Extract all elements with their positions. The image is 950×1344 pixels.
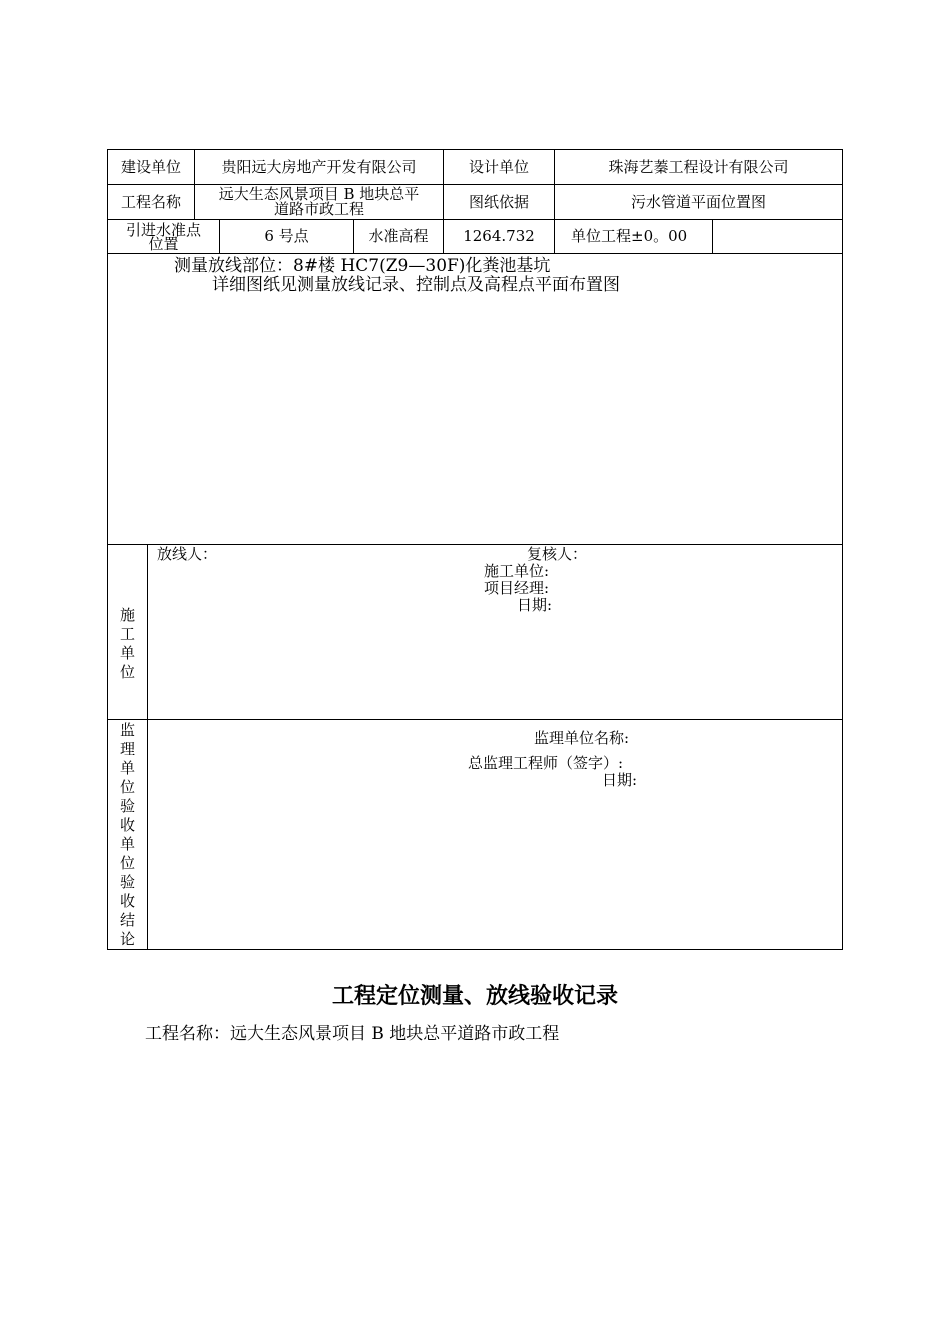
side-char: 工 bbox=[119, 625, 135, 643]
benchmark-point: 6 号点 bbox=[264, 227, 309, 245]
unit-zero-elevation: 单位工程±0。00 bbox=[571, 227, 688, 245]
elevation-value: 1264.732 bbox=[463, 227, 535, 245]
table-border-bottom bbox=[107, 949, 843, 950]
project-name-line2: 道路市政工程 bbox=[273, 200, 364, 218]
side-char: 收 bbox=[119, 816, 135, 834]
construction-unit-label: 施工单位: bbox=[484, 562, 550, 580]
col-divider bbox=[147, 544, 148, 950]
side-char: 位 bbox=[119, 854, 135, 872]
build-unit-label: 建设单位 bbox=[120, 157, 181, 176]
project-name-label: 工程名称 bbox=[120, 192, 181, 211]
design-unit-value: 珠海艺蓁工程设计有限公司 bbox=[608, 157, 789, 176]
project-name-line: 工程名称：远大生态风景项目 B 地块总平道路市政工程 bbox=[145, 1024, 560, 1044]
side-char: 理 bbox=[119, 740, 135, 758]
row-divider bbox=[107, 253, 843, 254]
project-name-line1: 远大生态风景项目 B 地块总平 bbox=[218, 185, 420, 203]
table-border-right bbox=[842, 149, 843, 950]
side-char: 单 bbox=[119, 644, 135, 662]
survey-drawing-note: 详细图纸见测量放线记录、控制点及高程点平面布置图 bbox=[212, 275, 620, 295]
side-char: 施 bbox=[119, 606, 135, 624]
construction-unit-side-label bbox=[108, 606, 147, 682]
build-unit-value: 贵阳远大房地产开发有限公司 bbox=[221, 157, 417, 176]
side-char: 位 bbox=[119, 778, 135, 796]
side-char: 单 bbox=[119, 759, 135, 777]
layout-person-label: 放线人： bbox=[157, 545, 218, 563]
supervision-date-label: 日期: bbox=[602, 771, 638, 789]
benchmark-label-line2: 位置 bbox=[148, 234, 179, 253]
document-title: 工程定位测量、放线验收记录 bbox=[331, 983, 618, 1009]
side-char: 验 bbox=[119, 797, 135, 815]
side-char: 收 bbox=[119, 892, 135, 910]
side-char: 论 bbox=[119, 930, 135, 948]
supervision-unit-name-label: 监理单位名称: bbox=[534, 729, 630, 747]
row-divider bbox=[107, 544, 843, 545]
drawing-basis-value: 污水管道平面位置图 bbox=[630, 192, 766, 211]
project-manager-label: 项目经理: bbox=[484, 579, 550, 597]
design-unit-label: 设计单位 bbox=[468, 157, 529, 176]
row-divider bbox=[107, 719, 843, 720]
benchmark-label-line1: 引进水准点 bbox=[125, 220, 201, 239]
supervision-side-label bbox=[108, 721, 147, 949]
side-char: 位 bbox=[119, 663, 135, 681]
side-char: 监 bbox=[119, 721, 135, 739]
drawing-basis-label: 图纸依据 bbox=[468, 192, 529, 211]
side-char: 验 bbox=[119, 873, 135, 891]
benchmark-position-label bbox=[108, 220, 219, 253]
elevation-label: 水准高程 bbox=[368, 227, 429, 245]
blank-cell bbox=[713, 220, 842, 253]
construction-date-label: 日期: bbox=[517, 596, 553, 614]
side-char: 结 bbox=[119, 911, 135, 929]
reviewer-label: 复核人： bbox=[527, 545, 588, 563]
project-name-value bbox=[195, 185, 443, 219]
side-char: 单 bbox=[119, 835, 135, 853]
survey-location: 测量放线部位：8#楼 HC7(Z9—30F)化粪池基坑 bbox=[174, 256, 551, 276]
chief-supervisor-label: 总监理工程师（签字）: bbox=[468, 754, 624, 772]
